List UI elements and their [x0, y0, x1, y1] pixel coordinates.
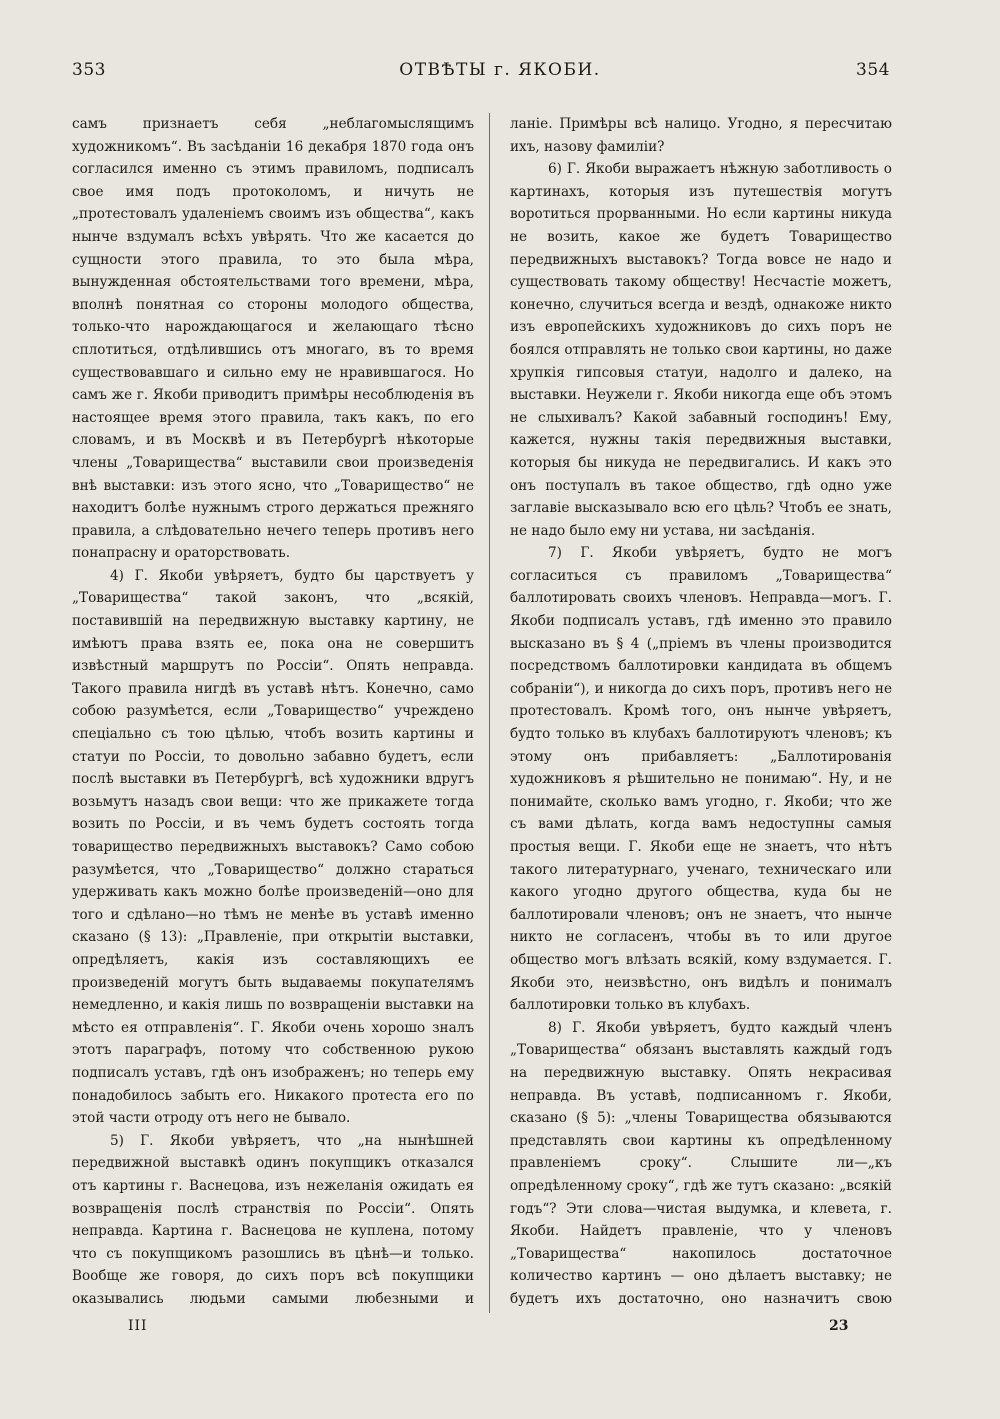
paragraph: 4) Г. Якоби увѣряетъ, будто бы царствуетъ у „Товарищества“ такой законъ, что „всякій, поставившій на передвижную выставку картину, не имѣютъ права взять ее, пока она не совершитъ извѣстный маршрутъ по Россіи“. Опять неправда. Такого правила нигдѣ въ уставѣ нѣтъ. Конечно, само собою разумѣется, если „Товарищество“ учреждено спеціально съ тою цѣлью, чтобъ возить картины и статуи по Россіи, то довольно забавно будетъ, если послѣ выставки въ Петербургѣ, всѣ художники вдругъ возьмутъ назадъ свои вещи: что же прикажете тогда возить по Россіи, и въ чемъ будетъ состоять тогда товарищество передвижныхъ выставокъ? Само собою разумѣется, что „Товарищество“ должно стараться удерживать какъ можно болѣе произведеній—оно для того и сдѣлано—но тѣмъ не менѣе въ уставѣ именно сказано (§ 13): „Правленіе, при открытіи выставки, опредѣляетъ, какія изъ составляющихъ ее произведеній могутъ быть выдаваемы покупателямъ немедленно, и какія лишь по возвращеніи выставки на мѣсто ея отправленія“. Г. Якоби очень хорошо зналъ этотъ параграфъ, потому что собственною рукою подписалъ уставъ, гдѣ онъ изображенъ; но теперь ему понадобилось забыть его. Никакого протеста его по этой части отроду отъ него не бывало.: [72, 567, 474, 1127]
signature-mark: III: [128, 1318, 148, 1334]
paragraph: 8) Г. Якоби увѣряетъ, будто каждый членъ „Товарищества“ обязанъ выставлять каждый годъ на передвижную выставку. Опять некрасивая неправда. Въ уставѣ, подписанномъ г. Якоби, сказано (§ 5): „члены Товарищества обязываются представлять свои картины къ опредѣленному правленіемъ сроку“. Слышите ли—„къ опредѣленному сроку“, гдѣ же тутъ сказано: „всякій годъ“? Эти слова—чистая выдумка, и клевета, г. Якоби. Найдетъ правленіе, что у членовъ „Товарищества“ накопилось достаточное количество картинъ — оно дѣлаетъ выставку; не будетъ ихъ достаточно, оно назначитъ свою: [510, 1019, 892, 1307]
sheet-number: 23: [829, 1318, 849, 1334]
paragraph: ланіе. Примѣры всѣ налицо. Угодно, я пересчитаю ихъ, назову фамиліи?: [510, 116, 892, 155]
paragraph: 7) Г. Якоби увѣряетъ, будто не могъ согласиться съ правиломъ „Товарищества“ баллотировать своихъ членовъ. Неправда—могъ. Г. Якоби подписалъ уставъ, гдѣ именно это правило высказано въ § 4 („пріемъ въ члены производится посредствомъ баллотировки кандидата въ общемъ собраніи“), и никогда до сихъ поръ, противъ него не протестовалъ. Кромѣ того, онъ нынче увѣряетъ, будто только въ клубахъ баллотируютъ членовъ; къ этому онъ прибавляетъ: „Баллотированія художниковъ я рѣшительно не понимаю“. Ну, и не понимайте, сколько вамъ угодно, г. Якоби; что же съ вами дѣлать, когда вамъ недоступны самыя простыя вещи. Г. Якоби еще не знаетъ, что нѣтъ такого литературнаго, ученаго, техническаго или какого угодно другого общества, куда бы не баллотировали членовъ; онъ не знаетъ, что нынче никто не согласенъ, чтобы въ то или другое общество могъ влѣзать всякій, кому вздумается. Г. Якоби это, неизвѣстно, онъ видѣлъ и понималъ баллотировки только въ клубахъ.: [510, 545, 892, 1014]
column-divider: [489, 113, 490, 1313]
paragraph: 5) Г. Якоби увѣряетъ, что „на нынѣшней передвижной выставкѣ одинъ покупщикъ отказался отъ картины г. Васнецова, изъ нежеланія ожидать ея возвращенія послѣ странствія по Россіи“. Опять неправда. Картина г. Васнецова не куплена, потому что съ покупщикомъ разошлись въ цѣнѣ—и только. Вообще же говоря, до сихъ поръ всѣ покупщики оказывались людьми самыми любезными и: [72, 1132, 474, 1307]
page-number-left: 353: [72, 60, 106, 80]
right-column: [510, 113, 892, 1313]
page-number-right: 354: [856, 60, 890, 80]
paragraph: самъ признаетъ себя „неблагомыслящимъ художникомъ“. Въ засѣданіи 16 декабря 1870 года онъ согласился именно съ этимъ правиломъ, подписалъ свое имя подъ протоколомъ, и ничуть не „протестовалъ удаленіемъ своимъ изъ общества“, какъ нынче вздумалъ всѣхъ увѣрять. Что же касается до сущности этого правила, то это была мѣра, вынужденная обстоятельствами того времени, мѣра, вполнѣ понятная со стороны молодого общества, только-что нарождающагося и желающаго тѣсно сплотиться, отдѣлившись отъ многаго, въ то время существовавшаго и сильно ему не нравившагося. Но самъ же г. Якоби приводитъ примѣры несоблюденія въ настоящее время этого правила, такъ какъ, по его словамъ, и въ Москвѣ и въ Петербургѣ нѣкоторые члены „Товарищества“ выставили свои произведенія внѣ выставки: изъ этого ясно, что „Товарищество“ не находитъ болѣе нужнымъ строго держаться прежняго правила, а слѣдовательно нечего теперь противъ него понапрасну и ораторствовать.: [72, 116, 474, 562]
left-column: [72, 113, 474, 1313]
paragraph: 6) Г. Якоби выражаетъ нѣжную заботливость о картинахъ, которыя изъ путешествія могутъ воротиться прорванными. Но если картины никуда не возить, какое же будетъ Товарищество передвижныхъ выставокъ? Тогда вовсе не надо и существовать такому обществу! Несчастіе можетъ, конечно, случиться всегда и вездѣ, однакоже никто изъ европейскихъ художниковъ до сихъ поръ не боялся отправлять не только свои картины, но даже хрупкія гипсовыя статуи, надолго и далеко, на выставки. Неужели г. Якоби никогда еще объ этомъ не слыхивалъ? Какой забавный господинъ! Ему, кажется, нужны такія передвижныя выставки, которыя бы никуда не передвигались. И какъ это онъ поступалъ въ такое общество, гдѣ одно уже заглавіе высказывало всю его цѣль? Чтобъ ее знать, не надо было ему ни устава, ни засѣданія.: [510, 161, 892, 539]
running-title: ОТВѢТЫ г. ЯКОБИ.: [399, 60, 601, 80]
